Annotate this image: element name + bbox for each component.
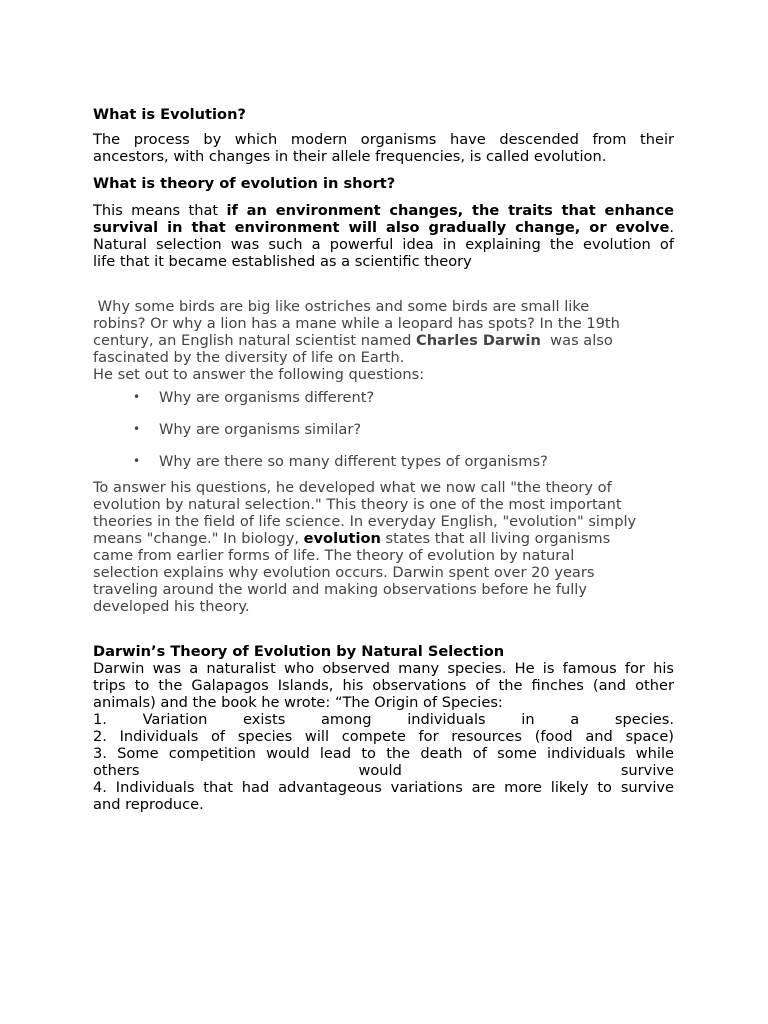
paragraph-line: came from earlier forms of life. The theory of evolution by natural bbox=[93, 547, 575, 564]
darwin-intro-paragraph bbox=[93, 298, 674, 383]
bold-text-run: Charles Darwin bbox=[416, 332, 541, 349]
bold-text-run: evolution bbox=[303, 530, 381, 547]
bold-text-run: if an environment changes, the traits that enhance bbox=[226, 202, 674, 219]
paragraph-line: Natural selection was such a powerful idea in explaining the evolution of bbox=[93, 236, 674, 253]
paragraph-line: 1. Variation exists among individuals in a species. bbox=[93, 711, 674, 728]
paragraph-line: Darwin was a naturalist who observed many species. He is famous for his bbox=[93, 660, 674, 677]
paragraph-line: 3. Some competition would lead to the death of some individuals while bbox=[93, 745, 674, 762]
paragraph-line: fascinated by the diversity of life on Earth. bbox=[93, 349, 405, 366]
list-item-text: Why are organisms similar? bbox=[159, 421, 362, 438]
paragraph-line bbox=[93, 219, 674, 236]
natural-selection-paragraph bbox=[93, 479, 674, 615]
paragraph-line: 4. Individuals that had advantageous variations are more likely to survive bbox=[93, 779, 674, 796]
text-run: was also bbox=[540, 332, 613, 349]
paragraph-line: trips to the Galapagos Islands, his observations of the finches (and other bbox=[93, 677, 674, 694]
paragraph-line: developed his theory. bbox=[93, 598, 250, 615]
heading-theory-in-short: What is theory of evolution in short? bbox=[93, 175, 396, 192]
paragraph-line: traveling around the world and making observations before he fully bbox=[93, 581, 587, 598]
list-item-text: Why are organisms different? bbox=[159, 389, 375, 406]
paragraph-line: evolution by natural selection." This theory is one of the most important bbox=[93, 496, 622, 513]
bold-text-run: survival in that environment will also gradually change, or evolve bbox=[93, 219, 670, 236]
darwin-theory-section bbox=[93, 643, 674, 813]
paragraph-line: To answer his questions, he developed what we now call "the theory of bbox=[93, 479, 612, 496]
text-run: states that all living organisms bbox=[380, 530, 611, 547]
paragraph-line: robins? Or why a lion has a mane while a leopard has spots? In the 19th bbox=[93, 315, 620, 332]
bullet-icon: • bbox=[133, 422, 141, 436]
paragraph-line: others would survive bbox=[93, 762, 674, 779]
heading-darwin-theory: Darwin’s Theory of Evolution by Natural Selection bbox=[93, 643, 505, 660]
section-what-is-evolution bbox=[93, 106, 674, 123]
list-item-text: Why are there so many different types of organisms? bbox=[159, 453, 548, 470]
theory-paragraph bbox=[93, 202, 674, 270]
text-run: . bbox=[669, 219, 674, 236]
paragraph-line: Why some birds are big like ostriches and some birds are small like bbox=[93, 298, 590, 315]
bullet-icon: • bbox=[133, 454, 141, 468]
paragraph-line: 2. Individuals of species will compete for resources (food and space) bbox=[93, 728, 674, 745]
paragraph-line: He set out to answer the following questions: bbox=[93, 366, 425, 383]
paragraph-line: selection explains why evolution occurs. Darwin spent over 20 years bbox=[93, 564, 595, 581]
paragraph-line bbox=[93, 202, 674, 219]
paragraph-line: The process by which modern organisms have descended from their bbox=[93, 131, 674, 148]
paragraph-line bbox=[93, 332, 674, 349]
paragraph-line: life that it became established as a scientific theory bbox=[93, 253, 472, 270]
text-run: This means that bbox=[93, 202, 227, 219]
text-run: means "change." In biology, bbox=[93, 530, 304, 547]
evolution-definition bbox=[93, 131, 674, 165]
paragraph-line: ancestors, with changes in their allele frequencies, is called evolution. bbox=[93, 148, 607, 165]
heading-what-is-evolution: What is Evolution? bbox=[93, 106, 246, 123]
paragraph-line: theories in the field of life science. In everyday English, "evolution" simply bbox=[93, 513, 637, 530]
paragraph-line bbox=[93, 530, 674, 547]
text-run: century, an English natural scientist named bbox=[93, 332, 417, 349]
section-theory-in-short bbox=[93, 175, 674, 192]
paragraph-line: animals) and the book he wrote: “The Origin of Species: bbox=[93, 694, 503, 711]
bullet-icon: • bbox=[133, 390, 141, 404]
paragraph-line: and reproduce. bbox=[93, 796, 204, 813]
